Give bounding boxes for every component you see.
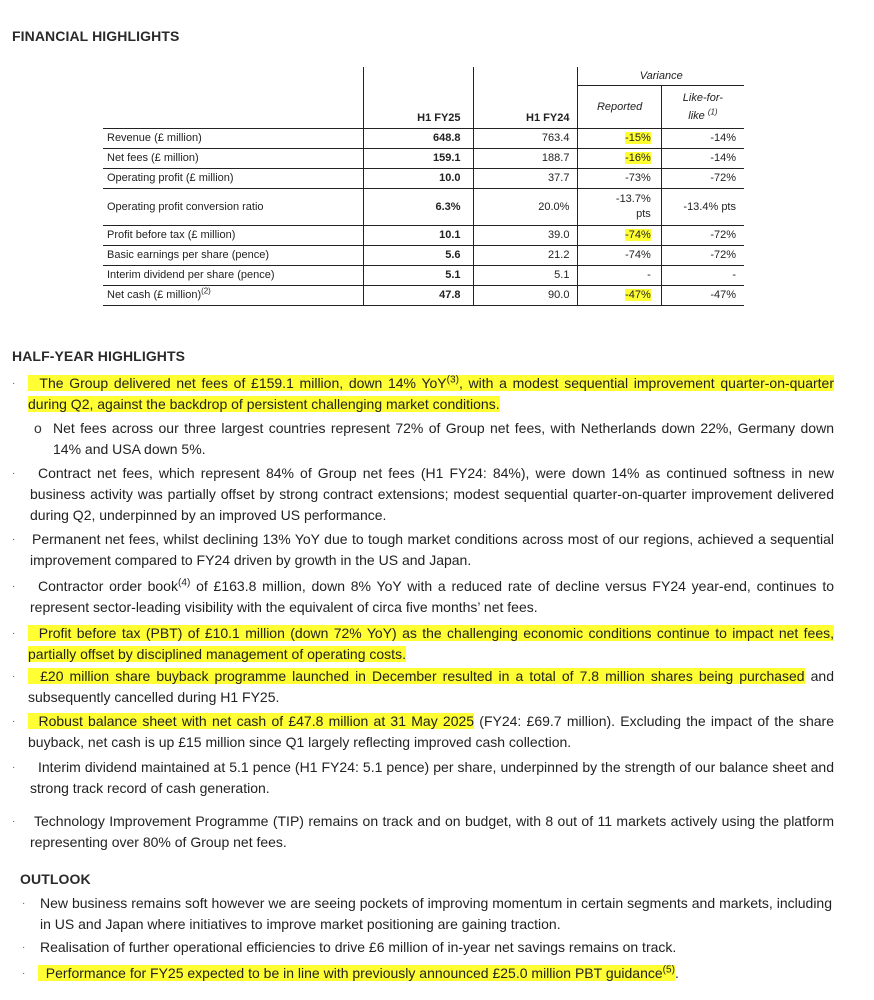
row-label: Profit before tax (£ million) (103, 225, 363, 245)
bullet-icon: · (12, 716, 16, 727)
list-item: · Profit before tax (PBT) of £10.1 million (down 72% YoY) as the challenging economic conditions continue to impact net fees, partially offset by disciplined management of operating costs. (12, 625, 835, 662)
col-header-reported: Reported (578, 86, 661, 129)
bullet-icon: · (12, 534, 16, 545)
list-item: o Net fees across our three largest countries represent 72% of Group net fees, with Netherlands down 22%, Germany down 14% and USA down 5%. (34, 420, 834, 457)
list-item: · Contractor order book$^{(4)}$ of £163.8 million, down 8% YoY with a reduced rate of decline versus FY24 year-end, continues to represent sector-leading visibility with the equivalent of circa five months’ net fees. (12, 577, 834, 615)
bullet-icon: · (12, 671, 16, 682)
bullet-icon: · (22, 942, 26, 953)
bullet-icon: · (12, 816, 16, 827)
col-header-like-for-like: Like-for- like $^{(1)}$ (661, 86, 744, 129)
list-item: · Contract net fees, which represent 84% of Group net fees (H1 FY24: 84%), were down 14% as continued softness in new business activity was partially offset by strong contract extensions; modest sequential quarter-on-quarter improvement delivered during Q2, underpinned by an improved US performance. (12, 465, 834, 523)
col-header-h1fy25: H1 FY25 (363, 86, 473, 129)
bullet-icon: · (12, 378, 16, 389)
row-label: Revenue (£ million) (103, 128, 363, 148)
bullet-icon: · (12, 628, 16, 639)
table-row: Interim dividend per share (pence) 5.1 5.1 - - (103, 265, 744, 285)
row-label: Operating profit conversion ratio (103, 188, 363, 225)
financial-highlights-heading: FINANCIAL HIGHLIGHTS (12, 28, 180, 44)
row-label: Net cash (£ million)$^{(2)}$ (103, 285, 363, 305)
row-label: Basic earnings per share (pence) (103, 245, 363, 265)
bullet-icon: · (22, 968, 26, 979)
table-row: Revenue (£ million) 648.8 763.4 -15% -14% (103, 128, 744, 148)
financial-table (103, 67, 744, 306)
table-row: Profit before tax (£ million) 10.1 39.0 -74% -72% (103, 225, 744, 245)
list-item: · Technology Improvement Programme (TIP) remains on track and on budget, with 8 out of 11 markets actively using the platform representing over 80% of Group net fees. (12, 813, 834, 850)
half-year-highlights-heading: HALF-YEAR HIGHLIGHTS (12, 348, 186, 364)
bullet-icon: · (22, 898, 26, 909)
bullet-icon: · (12, 762, 16, 773)
row-label: Interim dividend per share (pence) (103, 265, 363, 285)
list-item: · Performance for FY25 expected to be in line with previously announced £25.0 million PBT guidance$^{(5)}$. (22, 963, 832, 984)
row-label: Operating profit (£ million) (103, 168, 363, 188)
bullet-icon: · (12, 468, 16, 479)
table-row: Net fees (£ million) 159.1 188.7 -16% -14% (103, 148, 744, 168)
list-item: · New business remains soft however we are seeing pockets of improving momentum in certain segments and markets, including in US and Japan where initiatives to improve market positioning are gaining traction. (22, 895, 832, 932)
list-item: · Realisation of further operational efficiencies to drive £6 million of in-year net savings remains on track. (22, 937, 832, 958)
list-item: · The Group delivered net fees of £159.1 million, down 14% YoY$^{(3)}$, with a modest sequential improvement quarter-on-quarter during Q2, against the backdrop of persistent challenging market conditions. (12, 374, 834, 412)
col-header-h1fy24: H1 FY24 (473, 86, 578, 129)
list-item: · Permanent net fees, whilst declining 13% YoY due to tough market conditions across most of our regions, achieved a sequential improvement compared to FY24 driven by growth in the US and Japan. (12, 531, 834, 568)
sub-bullet-icon: o (34, 420, 42, 436)
list-item: · Robust balance sheet with net cash of £47.8 million at 31 May 2025 (FY24: £69.7 million). Excluding the impact of the share buyback, net cash is up £15 million since Q1 largely reflecting improved cash collection. (12, 713, 835, 750)
table-row: Net cash (£ million)$^{(2)}$ 47.8 90.0 -47% -47% (103, 285, 744, 305)
variance-header: Variance (578, 67, 744, 86)
bullet-icon: · (12, 581, 16, 592)
list-item: · £20 million share buyback programme launched in December resulted in a total of 7.8 million shares being purchased and subsequently cancelled during H1 FY25. (12, 668, 835, 705)
table-row: Operating profit conversion ratio 6.3% 20.0% -13.7% pts -13.4% pts (103, 188, 744, 225)
outlook-heading: OUTLOOK (20, 871, 91, 887)
list-item: · Interim dividend maintained at 5.1 pence (H1 FY24: 5.1 pence) per share, underpinned by the strength of our balance sheet and strong track record of cash generation. (12, 759, 834, 796)
row-label: Net fees (£ million) (103, 148, 363, 168)
table-row: Operating profit (£ million) 10.0 37.7 -73% -72% (103, 168, 744, 188)
table-row: Basic earnings per share (pence) 5.6 21.2 -74% -72% (103, 245, 744, 265)
